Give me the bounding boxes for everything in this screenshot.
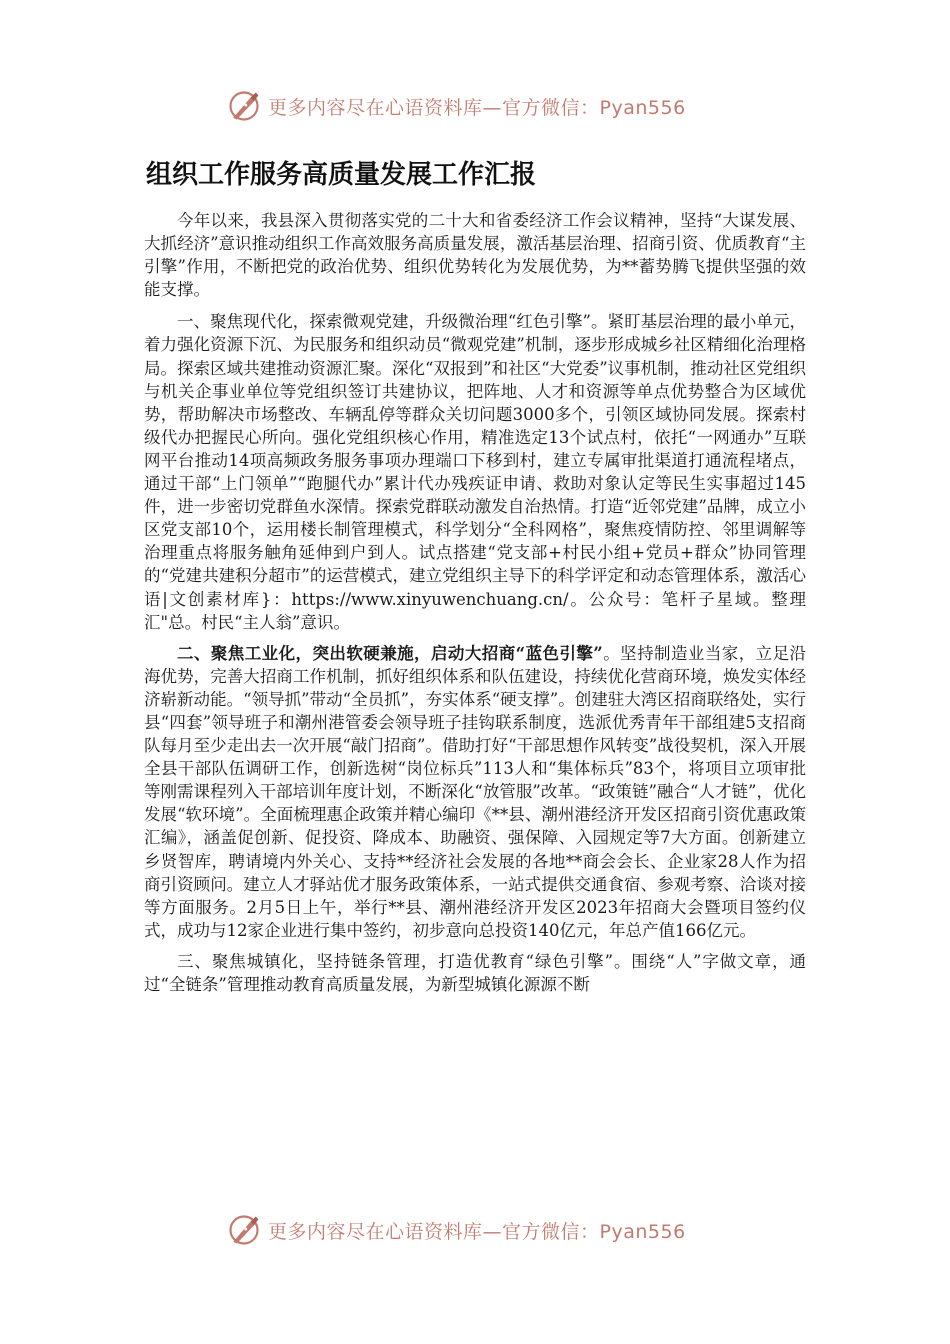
pen-nib-logo-icon (226, 1212, 262, 1248)
section-1-paragraph (144, 310, 806, 633)
pen-nib-logo-icon (226, 88, 262, 124)
document-body (144, 209, 806, 1004)
section-3-text: 围绕“人”字做文章，通过“全链条”管理推动教育高质量发展，为新型城镇化源源不断 (144, 951, 807, 994)
section-2-paragraph (144, 642, 806, 942)
section-3-paragraph (144, 950, 806, 996)
document-title: 组织工作服务高质量发展工作汇报 (146, 160, 537, 190)
footer-banner (226, 1210, 686, 1250)
intro-paragraph: 今年以来，我县深入贯彻落实党的二十大和省委经济工作会议精神，坚持“大谋发展、大抓经济”意识推动组织工作高效服务高质量发展，激活基层治理、招商引资、优质教育“主引擎”作用，不断把党的政治优势、组织优势转化为发展优势，为**蓄势腾飞提供坚强的效能支撑。 (144, 211, 806, 300)
banner-text: 更多内容尽在心语资料库—官方微信：Pyan556 (268, 96, 686, 119)
section-2-text: 。坚持制造业当家，立足沿海优势，完善大招商工作机制，抓好组织体系和队伍建设，持续优化营商环境，焕发实体经济崭新动能。“领导抓”带动“全员抓”，夯实体系“硬支撑”。创建驻大湾区招商联络处，实行县“四套”领导班子和潮州港管委会领导班子挂钩联系制度，选派优秀青年干部组建5支招商队每月至少走出去一次开展“敲门招商”。借助打好“干部思想作风转变”战役契机，深入开展全县干部队伍调研工作，创新选树“岗位标兵”113人和“集体标兵”83个，将项目立项审批等刚需课程列入干部培训年度计划，不断深化“放管服”改革。“政策链”融合“人才链”，优化发展“软环境”。全面梳理惠企政策并精心编印《**县、潮州港经济开发区招商引资优惠政策汇编》，涵盖促创新、促投资、降成本、助融资、强保障、入园规定等7大方面。创新建立乡贤智库，聘请境内外关心、支持**经济社会发展的各地**商会会长、企业家28人作为招商引资顾问。建立人才驿站优才服务政策体系，一站式提供交通食宿、参观考察、洽谈对接等方面服务。2月5日上午，举行**县、潮州港经济开发区2023年招商大会暨项目签约仪式，成功与12家企业进行集中签约，初步意向总投资140亿元，年总产值166亿元。 (144, 643, 807, 940)
section-1-heading: 一、聚焦现代化，探索微观党建，升级微治理“红色引擎” (177, 312, 591, 332)
banner-text: 更多内容尽在心语资料库—官方微信：Pyan556 (268, 1220, 686, 1243)
section-3-heading: 三、聚焦城镇化，坚持链条管理，打造优教育“绿色引擎”。 (177, 951, 632, 971)
section-2-heading: 二、聚焦工业化，突出软硬兼施，启动大招商“蓝色引擎” (177, 643, 603, 663)
section-1-text: 。紧盯基层治理的最小单元，着力强化资源下沉、为民服务和组织动员“微观党建”机制，逐步形成城乡社区精细化治理格局。探索区域共建推动资源汇聚。深化“双报到”和社区“大党委”议事机制，推动社区党组织与机关企事业单位等党组织签订共建协议，把阵地、人才和资源等单点优势整合为区域优势，帮助解决市场整改、车辆乱停等群众关切问题3000多个，引领区域协同发展。探索村级代办把握民心所向。强化党组织核心作用，精准选定13个试点村，依托“一网通办”互联网平台推动14项高频政务服务事项办理端口下移到村，建立专属审批渠道打通流程堵点，通过干部“上门领单”“跑腿代办”累计代办残疾证申请、救助对象认定等民生实事超过145件，进一步密切党群鱼水深情。探索党群联动激发自治热情。打造“近邻党建”品牌，成立小区党支部10个，运用楼长制管理模式，科学划分“全科网格”，聚焦疫情防控、邻里调解等治理重点将服务触角延伸到户到人。试点搭建“党支部+村民小组+党员+群众”协同管理的“党建共建积分超市”的运营模式，建立党组织主导下的科学评定和动态管理体系，激活心语|文创素材库}：https://www.xinyuwenchuang.cn/。公众号：笔杆子星域。整理汇"总。村民“主人翁”意识。 (144, 312, 807, 632)
header-banner (226, 86, 686, 126)
